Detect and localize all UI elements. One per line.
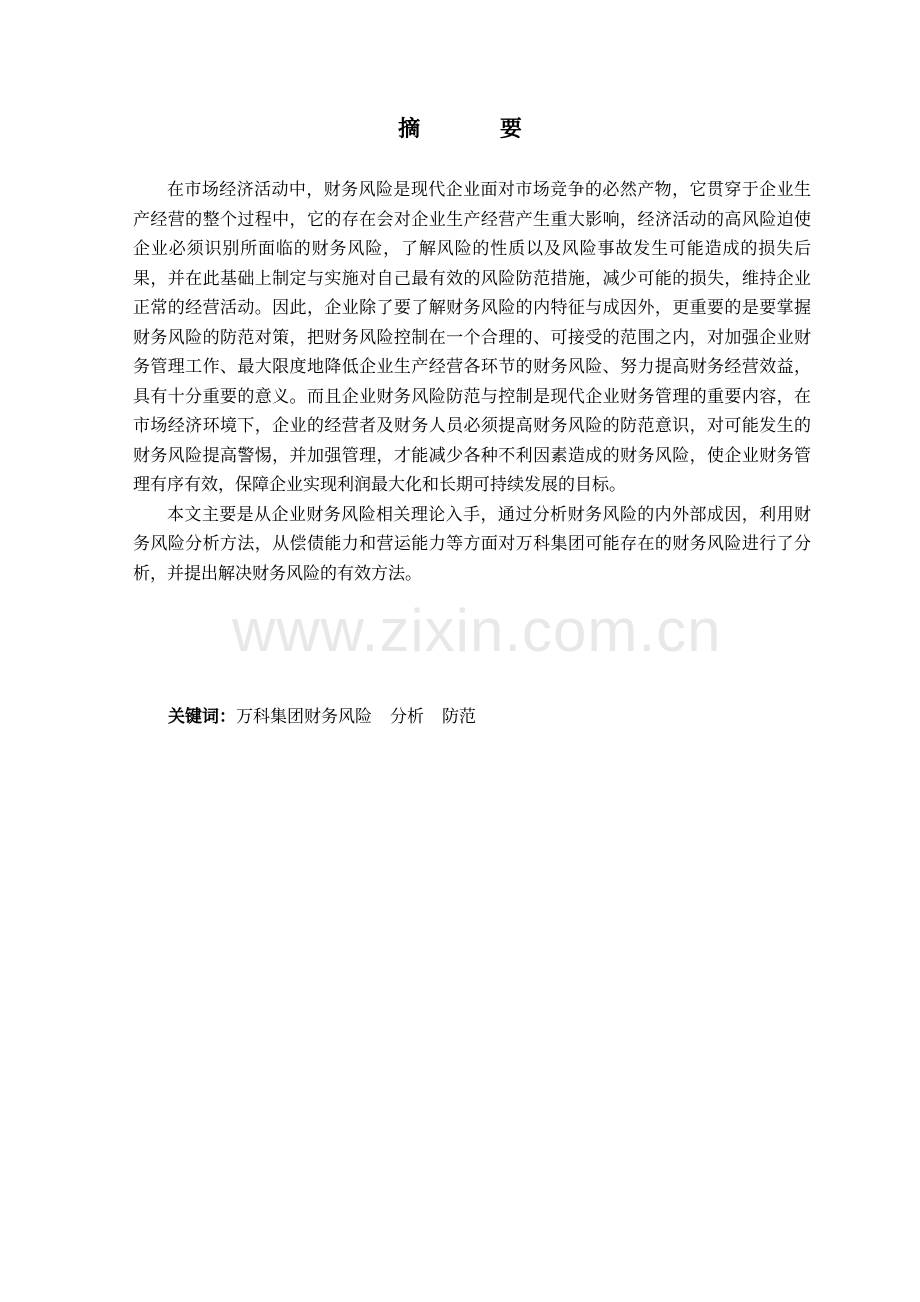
watermark-text: www.zixin.com.cn — [232, 597, 722, 664]
abstract-body — [133, 176, 811, 589]
keywords-label: 关键词： — [168, 707, 236, 727]
keyword-item-2: 分析 — [390, 707, 424, 727]
keyword-item-1: 万科集团财务风险 — [236, 707, 372, 727]
abstract-paragraph-2: 本文主要是从企业财务风险相关理论入手，通过分析财务风险的内外部成因，利用财务风险分析方法，从偿债能力和营运能力等方面对万科集团可能存在的财务风险进行了分析，并提出解决财务风险的有效方法。 — [133, 504, 811, 584]
abstract-title: 摘 要 — [398, 116, 558, 142]
keywords-line — [168, 702, 476, 727]
keyword-item-3: 防范 — [442, 707, 476, 727]
abstract-paragraph-1: 在市场经济活动中，财务风险是现代企业面对市场竞争的必然产物，它贯穿于企业生产经营的整个过程中，它的存在会对企业生产经营产生重大影响，经济活动的高风险迫使企业必须识别所面临的财务风险，了解风险的性质以及风险事故发生可能造成的损失后果，并在此基础上制定与实施对自己最有效的风险防范措施，减少可能的损失，维持企业正常的经营活动。因此，企业除了要了解财务风险的内特征与成因外，更重要的是要掌握财务风险的防范对策，把财务风险控制在一个合理的、可接受的范围之内，对加强企业财务管理工作、最大限度地降低企业生产经营各环节的财务风险、努力提高财务经营效益，具有十分重要的意义。而且企业财务风险防范与控制是现代企业财务管理的重要内容，在市场经济环境下，企业的经营者及财务人员必须提高财务风险的防范意识，对可能发生的财务风险提高警惕，并加强管理，才能减少各种不利因素造成的财务风险，使企业财务管理有序有效，保障企业实现利润最大化和长期可持续发展的目标。 — [133, 180, 811, 495]
